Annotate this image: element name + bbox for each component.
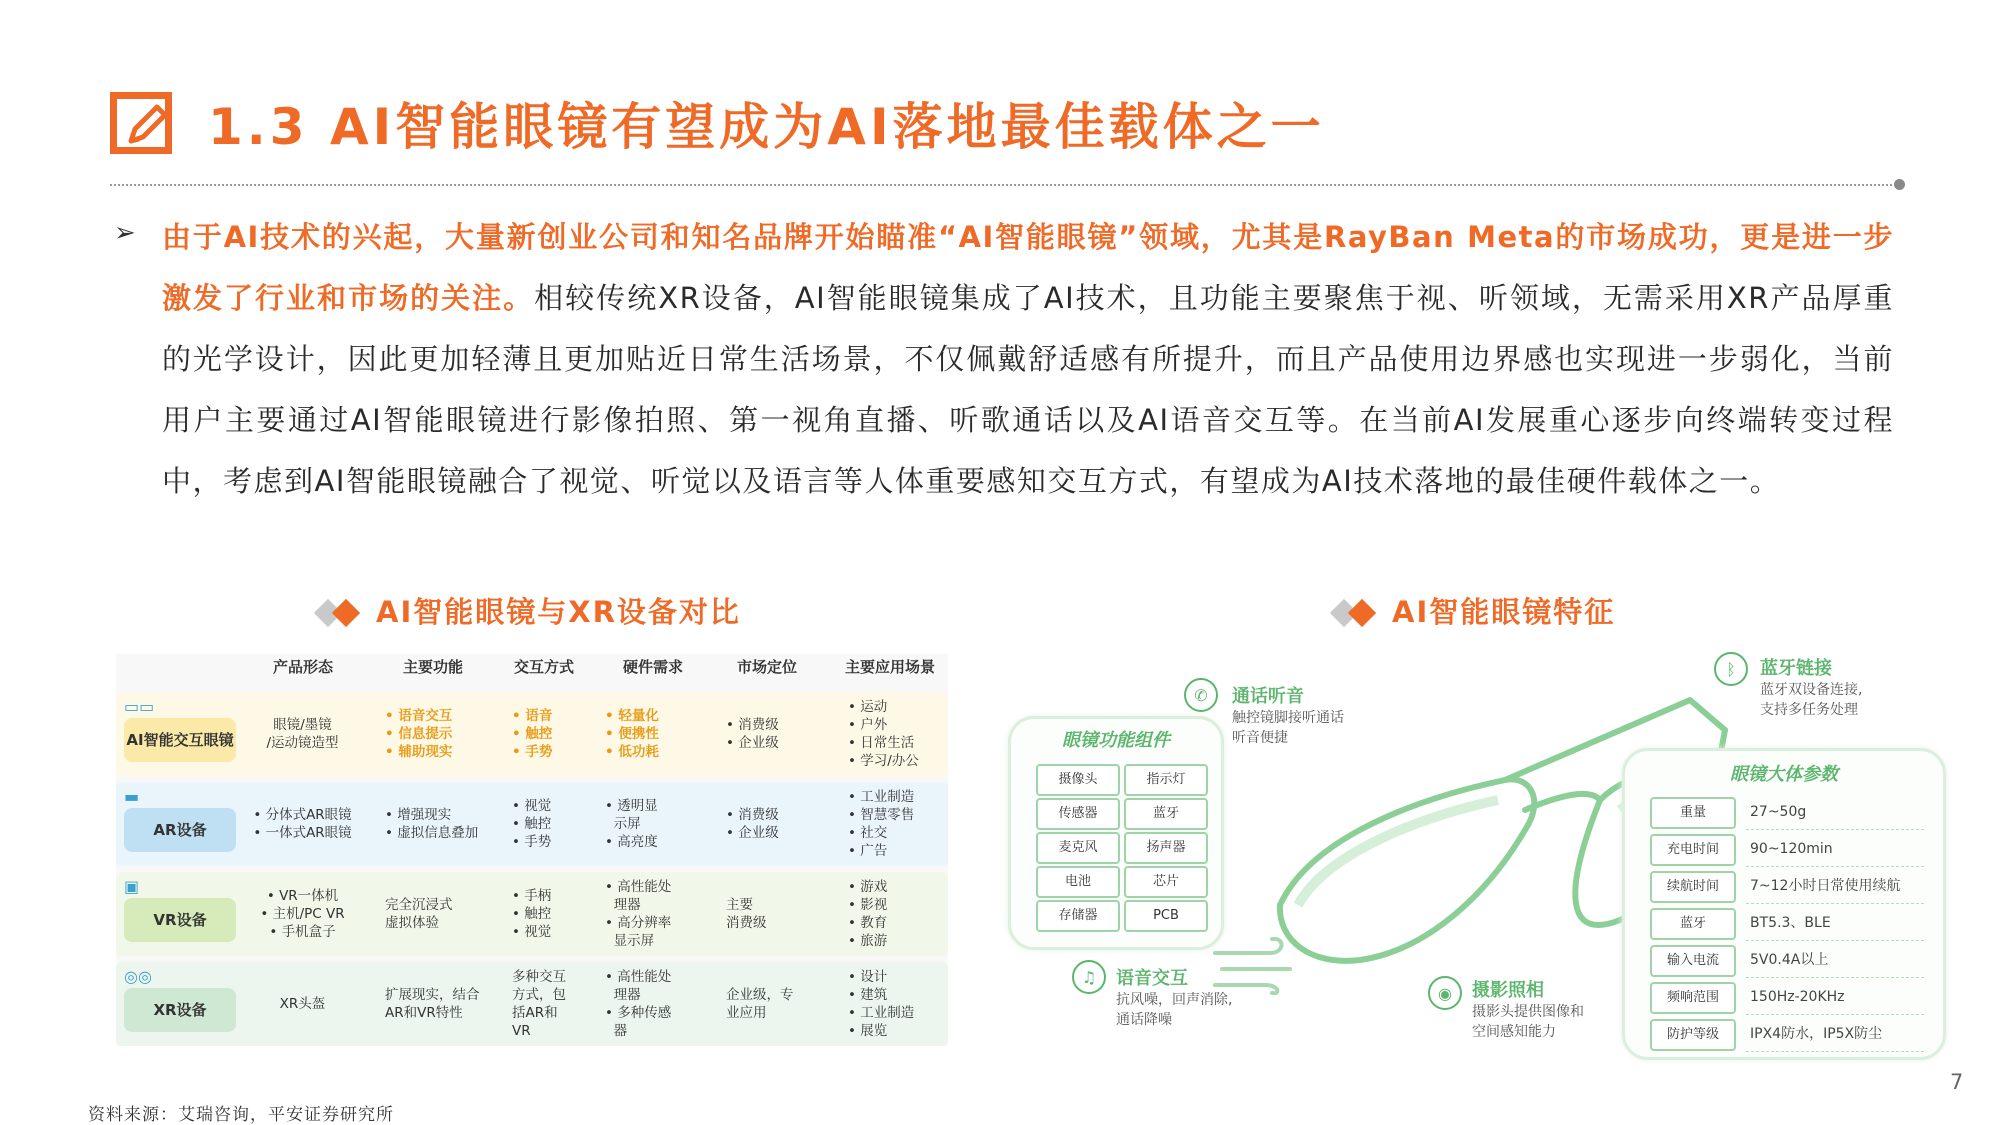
device-badge: XR设备: [124, 988, 236, 1032]
intro-body: 相较传统XR设备，AI智能眼镜集成了AI技术，且功能主要聚焦于视、听领域，无需采用XR产品厚重的光学设计，因此更加轻薄且更加贴近日常生活场景，不仅佩戴舒适感有所提升，而且产品使用边界感也实现进一步弱化，当前用户主要通过AI智能眼镜进行影像拍照、第一视角直播、听歌通话以及AI语音交互等。在当前AI发展重心逐步向终端转变过程中，考虑到AI智能眼镜融合了视觉、听觉以及语言等人体重要感知交互方式，有望成为AI技术落地的最佳硬件载体之一。: [162, 281, 1894, 498]
table-cell-functions: [385, 707, 493, 761]
cell-line: 理器: [605, 897, 641, 913]
cell-line: • 高性能处: [605, 879, 672, 895]
voice-title: 语音交互: [1116, 968, 1188, 989]
cell-line: • 企业级: [726, 735, 779, 751]
cell-line: • 高性能处: [605, 969, 672, 985]
component-chip: PCB: [1124, 900, 1208, 932]
cell-line: • 企业级: [726, 825, 779, 841]
bluetooth-icon: ᛒ: [1714, 652, 1748, 686]
bullet-arrow-icon: ➢: [114, 218, 136, 248]
cell-line: • 手势: [512, 834, 552, 850]
features-heading: [1328, 590, 1615, 631]
column-header: 产品形态: [272, 658, 333, 676]
cell-line: • 旅游: [848, 933, 888, 949]
table-cell-market: [726, 986, 816, 1022]
table-cell-functions: [385, 806, 493, 842]
device-badge: AR设备: [124, 808, 236, 852]
component-chip: 麦克风: [1036, 832, 1120, 864]
param-label: 重量: [1650, 797, 1736, 829]
table-cell-hardware: [605, 797, 705, 851]
param-value: 90~120min: [1750, 841, 1833, 857]
table-cell-scenarios: [848, 788, 948, 860]
device-badge: AI智能交互眼镜: [124, 718, 236, 762]
cell-line: • 触控: [512, 816, 552, 832]
cell-line: 业应用: [726, 1005, 767, 1021]
cell-line: 多种交互: [512, 969, 566, 985]
cell-line: XR头盔: [279, 996, 326, 1012]
cell-line: • 消费级: [726, 717, 779, 733]
component-chip: 存储器: [1036, 900, 1120, 932]
call-title: 通话听音: [1232, 686, 1304, 707]
divider-dot: [1894, 179, 1905, 190]
column-header: 主要应用场景: [844, 658, 935, 676]
param-underline: [1746, 829, 1924, 830]
title-divider: [110, 184, 1900, 186]
cell-line: • 教育: [848, 915, 888, 931]
table-cell-form: [240, 806, 365, 842]
cell-line: • 语音: [512, 708, 553, 724]
param-underline: [1746, 866, 1924, 867]
table-cell-hardware: [605, 878, 705, 950]
table-cell-scenarios: [848, 878, 948, 950]
call-desc-1: 触控镜脚接听通话: [1232, 710, 1344, 726]
voice-icon: ♫: [1072, 960, 1106, 994]
table-cell-interaction: [512, 968, 597, 1040]
cell-line: AR和VR特性: [385, 1005, 463, 1021]
param-label: 频响范围: [1650, 982, 1736, 1014]
cell-line: • 建筑: [848, 987, 888, 1003]
table-cell-market: [726, 716, 816, 752]
param-label: 防护等级: [1650, 1019, 1736, 1051]
cell-line: • 视觉: [512, 924, 552, 940]
cell-line: • VR一体机: [266, 888, 339, 904]
cell-line: • 视觉: [512, 798, 552, 814]
bluetooth-title: 蓝牙链接: [1760, 658, 1832, 679]
column-header: 交互方式: [513, 658, 574, 676]
cell-line: • 智慧零售: [848, 807, 915, 823]
cell-line: • 消费级: [726, 807, 779, 823]
table-cell-market: [726, 806, 816, 842]
cell-line: • 一体式AR眼镜: [253, 825, 352, 841]
cell-line: • 设计: [848, 969, 888, 985]
param-value: 27~50g: [1750, 804, 1807, 820]
cell-line: • 多种传感: [605, 1005, 672, 1021]
cell-line: 方式，包: [512, 987, 566, 1003]
cell-line: • 广告: [848, 843, 888, 859]
cell-line: • 信息提示: [385, 726, 453, 742]
cell-line: 理器: [605, 987, 641, 1003]
column-header: 硬件需求: [622, 658, 683, 676]
comparison-heading-text: AI智能眼镜与XR设备对比: [376, 595, 741, 629]
cell-line: 企业级，专: [726, 987, 794, 1003]
table-cell-scenarios: [848, 968, 948, 1040]
cell-line: • 主机/PC VR: [260, 906, 345, 922]
photo-title: 摄影照相: [1472, 980, 1544, 1001]
cell-line: /运动镜造型: [266, 735, 339, 751]
edit-icon: [110, 92, 172, 154]
table-cell-scenarios: [848, 698, 948, 770]
cell-line: • 高亮度: [605, 834, 658, 850]
cell-line: • 语音交互: [385, 708, 453, 724]
photo-desc-2: 空间感知能力: [1472, 1024, 1556, 1040]
cell-line: • 触控: [512, 726, 553, 742]
cell-line: • 触控: [512, 906, 552, 922]
cell-line: VR: [512, 1023, 531, 1039]
table-cell-form: [240, 887, 365, 941]
column-header: 主要功能: [402, 658, 463, 676]
param-label: 续航时间: [1650, 871, 1736, 903]
page-title: 1.3 AI智能眼镜有望成为AI落地最佳载体之一: [208, 98, 1325, 156]
param-value: IPX4防水，IP5X防尘: [1750, 1026, 1883, 1042]
device-icon: ◎◎: [124, 967, 152, 986]
cell-line: • 工业制造: [848, 1005, 915, 1021]
cell-line: 主要: [726, 897, 753, 913]
device-icon: ▣: [124, 877, 140, 896]
photo-desc-1: 摄影头提供图像和: [1472, 1004, 1584, 1020]
component-chip: 摄像头: [1036, 764, 1120, 796]
cell-line: • 展览: [848, 1023, 888, 1039]
param-value: 5V0.4A以上: [1750, 952, 1829, 968]
cell-line: • 增强现实: [385, 807, 452, 823]
page-number: 7: [1950, 1070, 1964, 1094]
bluetooth-desc-1: 蓝牙双设备连接,: [1760, 682, 1863, 698]
device-icon: ▬: [124, 787, 140, 806]
device-badge: VR设备: [124, 898, 236, 942]
component-chip: 芯片: [1124, 866, 1208, 898]
source-note: 资料来源：艾瑞咨询，平安证券研究所: [88, 1105, 394, 1125]
comparison-heading: [312, 590, 741, 631]
table-cell-form: [240, 716, 365, 752]
param-value: 7~12小时日常使用续航: [1750, 878, 1901, 894]
table-cell-functions: [385, 986, 493, 1022]
cell-line: • 便携性: [605, 726, 659, 742]
cell-line: • 学习/办公: [848, 753, 919, 769]
intro-paragraph: [162, 207, 1894, 512]
cell-line: • 辅助现实: [385, 744, 453, 760]
param-underline: [1746, 977, 1924, 978]
component-chip: 蓝牙: [1124, 798, 1208, 830]
diamond-icon: [1328, 599, 1382, 629]
cell-line: 扩展现实，结合: [385, 987, 480, 1003]
cell-line: • 手势: [512, 744, 553, 760]
params-title: 眼镜大体参数: [1730, 764, 1838, 785]
table-cell-interaction: [512, 797, 597, 851]
voice-desc-1: 抗风噪，回声消除,: [1116, 992, 1233, 1008]
table-cell-functions: [385, 896, 493, 932]
param-underline: [1746, 1014, 1924, 1015]
param-underline: [1746, 940, 1924, 941]
param-label: 输入电流: [1650, 945, 1736, 977]
cell-line: • 分体式AR眼镜: [253, 807, 352, 823]
phone-icon: ✆: [1184, 678, 1218, 712]
cell-line: • 虚拟信息叠加: [385, 825, 479, 841]
cell-line: • 游戏: [848, 879, 888, 895]
cell-line: • 运动: [848, 699, 888, 715]
cell-line: 完全沉浸式: [385, 897, 453, 913]
cell-line: • 手柄: [512, 888, 552, 904]
cell-line: 括AR和: [512, 1005, 558, 1021]
cell-line: • 日常生活: [848, 735, 915, 751]
cell-line: 眼镜/墨镜: [273, 717, 332, 733]
camera-icon: ◉: [1428, 976, 1462, 1010]
cell-line: • 手机盒子: [269, 924, 336, 940]
param-underline: [1746, 903, 1924, 904]
cell-line: • 高分辨率: [605, 915, 672, 931]
param-value: BT5.3、BLE: [1750, 915, 1831, 931]
device-icon: ▭▭: [124, 697, 155, 716]
diamond-icon: [312, 599, 366, 629]
param-label: 充电时间: [1650, 834, 1736, 866]
intro-highlight: 由于AI技术的兴起，大量新创业公司和知名品牌开始瞄准“AI智能眼镜”领域，尤其是RayBan Meta的市场成功，更是进一步激发了行业和市场的关注。: [162, 220, 1894, 315]
features-heading-text: AI智能眼镜特征: [1392, 595, 1616, 629]
bluetooth-desc-2: 支持多任务处理: [1760, 702, 1858, 718]
component-chip: 指示灯: [1124, 764, 1208, 796]
cell-line: • 轻量化: [605, 708, 659, 724]
cell-line: 器: [605, 1023, 628, 1039]
table-cell-form: [240, 995, 365, 1013]
components-title: 眼镜功能组件: [1062, 730, 1170, 751]
table-cell-hardware: [605, 707, 705, 761]
cell-line: • 透明显: [605, 798, 658, 814]
call-desc-2: 听音便捷: [1232, 730, 1288, 746]
column-header: 市场定位: [736, 658, 797, 676]
param-underline: [1746, 1051, 1924, 1052]
table-cell-interaction: [512, 707, 597, 761]
component-chip: 传感器: [1036, 798, 1120, 830]
component-chip: 扬声器: [1124, 832, 1208, 864]
cell-line: • 社交: [848, 825, 888, 841]
table-cell-market: [726, 896, 816, 932]
cell-line: • 工业制造: [848, 789, 915, 805]
cell-line: 示屏: [605, 816, 641, 832]
param-label: 蓝牙: [1650, 908, 1736, 940]
cell-line: • 低功耗: [605, 744, 659, 760]
cell-line: • 户外: [848, 717, 888, 733]
table-cell-hardware: [605, 968, 705, 1040]
component-chip: 电池: [1036, 866, 1120, 898]
wind-lines-icon: [1210, 935, 1300, 995]
cell-line: • 影视: [848, 897, 888, 913]
table-cell-interaction: [512, 887, 597, 941]
voice-desc-2: 通话降噪: [1116, 1012, 1172, 1028]
param-value: 150Hz-20KHz: [1750, 989, 1845, 1005]
cell-line: 虚拟体验: [385, 915, 439, 931]
cell-line: 消费级: [726, 915, 767, 931]
cell-line: 显示屏: [605, 933, 655, 949]
